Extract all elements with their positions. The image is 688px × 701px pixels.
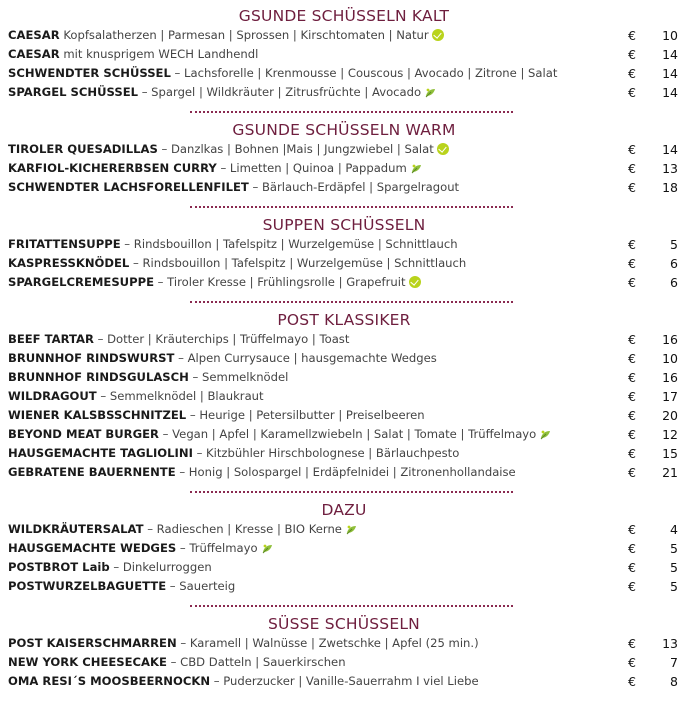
menu-item [0,463,688,482]
item-description: – Radieschen | Kresse | BIO Kerne [143,522,342,536]
item-description: – Karamell | Walnüsse | Zwetschke | Apfel (25 min.) [176,636,479,650]
item-name: KARFIOL-KICHERERBSEN CURRY [8,161,217,175]
item-description: – Puderzucker | Vanille-Sauerrahm I viel Liebe [210,674,479,688]
item-price: 14 [662,66,678,81]
item-price: 12 [662,427,678,442]
menu-item [0,368,688,387]
item-text [8,349,437,368]
item-price: 21 [662,465,678,480]
menu-item [0,273,688,292]
item-price: 20 [662,408,678,423]
currency-symbol: € [628,674,636,689]
item-price: 10 [662,351,678,366]
menu-item [0,159,688,178]
menu-item [0,672,688,691]
section-title: SÜSSE SCHÜSSELN [268,615,420,633]
vegan-icon [409,276,421,288]
item-name: KASPRESSKNÖDEL [8,256,130,270]
currency-symbol: € [628,142,636,157]
item-text [8,159,423,178]
section-title: GSUNDE SCHÜSSELN WARM [232,121,456,139]
vegan-icon [432,29,444,41]
item-description: – Heurige | Petersilbutter | Preiselbeeren [186,408,425,422]
dotted-line [190,605,513,607]
item-description: – Danzlkas | Bohnen |Mais | Jungzwiebel | Salat [157,142,434,156]
item-name: BRUNNHOF RINDSGULASCH [8,370,189,384]
item-price: 6 [670,275,678,290]
item-text [8,368,288,387]
item-description: – Semmelknödel [188,370,289,384]
item-price: 5 [670,237,678,252]
dotted-line [190,491,513,493]
item-name: POST KAISERSCHMARREN [8,636,177,650]
currency-symbol: € [628,655,636,670]
item-name: WIENER KALSBSSCHNITZEL [8,408,187,422]
item-name: SCHWENDTER SCHÜSSEL [8,66,171,80]
item-price: 5 [670,541,678,556]
item-name: HAUSGEMACHTE WEDGES [8,541,177,555]
item-price: 8 [670,674,678,689]
vegan-icon [437,143,449,155]
item-price: 5 [670,560,678,575]
menu-item [0,45,688,64]
item-price: 16 [662,370,678,385]
item-description: – Rindsbouillon | Tafelspitz | Wurzelgemüse | Schnittlauch [120,237,458,251]
section-title: POST KLASSIKER [277,311,411,329]
item-price: 14 [662,142,678,157]
dotted-line [190,301,513,303]
currency-symbol: € [628,408,636,423]
item-description: – Dinkelurroggen [109,560,212,574]
menu-item [0,330,688,349]
item-name: NEW YORK CHEESECAKE [8,655,167,669]
menu-item [0,83,688,102]
item-description: mit knusprigem WECH Landhendl [59,47,259,61]
item-text [8,406,425,425]
currency-symbol: € [628,351,636,366]
item-description: – Tiroler Kresse | Frühlingsrolle | Grapefruit [154,275,406,289]
currency-symbol: € [628,465,636,480]
item-name: SPARGEL SCHÜSSEL [8,85,139,99]
currency-symbol: € [628,256,636,271]
item-text [8,444,459,463]
menu-item [0,178,688,197]
item-text [8,330,349,349]
item-text [8,140,449,159]
item-text [8,273,421,292]
item-description: – Alpen Currysauce | hausgemachte Wedges [174,351,437,365]
menu-item [0,387,688,406]
dotted-line [190,206,513,208]
item-price: 6 [670,256,678,271]
item-name: OMA RESI´S MOOSBEERNOCKN [8,674,211,688]
item-price: 17 [662,389,678,404]
item-description: – Sauerteig [166,579,236,593]
item-text [8,520,358,539]
item-name: BRUNNHOF RINDSWURST [8,351,175,365]
item-name: SPARGELCREMESUPPE [8,275,154,289]
item-text [8,577,235,596]
item-text [8,463,516,482]
item-description: – Lachsforelle | Krenmousse | Couscous | Avocado | Zitrone | Salat [170,66,558,80]
menu-item [0,634,688,653]
currency-symbol: € [628,560,636,575]
currency-symbol: € [628,161,636,176]
currency-symbol: € [628,180,636,195]
menu-item [0,26,688,45]
item-price: 4 [670,522,678,537]
menu-item [0,577,688,596]
menu-item [0,425,688,444]
item-description: – Semmelknödel | Blaukraut [96,389,264,403]
item-description: – Bärlauch-Erdäpfel | Spargelragout [248,180,460,194]
menu-item [0,140,688,159]
menu-item [0,539,688,558]
currency-symbol: € [628,446,636,461]
item-text [8,558,212,577]
section-divider [0,292,688,311]
menu-item [0,653,688,672]
item-name: WILDRAGOUT [8,389,97,403]
menu-item [0,235,688,254]
item-name: BEEF TARTAR [8,332,94,346]
item-description: – Kitzbühler Hirschbolognese | Bärlauchpesto [192,446,460,460]
currency-symbol: € [628,66,636,81]
item-name: BEYOND MEAT BURGER [8,427,159,441]
currency-symbol: € [628,522,636,537]
currency-symbol: € [628,389,636,404]
item-name: HAUSGEMACHTE TAGLIOLINI [8,446,193,460]
item-name: FRITATTENSUPPE [8,237,121,251]
section-divider [0,596,688,615]
item-name: TIROLER QUESADILLAS [8,142,158,156]
currency-symbol: € [628,541,636,556]
vegetarian-icon [410,162,423,174]
item-description: – CBD Datteln | Sauerkirschen [166,655,346,669]
item-text [8,634,479,653]
item-text [8,254,466,273]
item-text [8,83,437,102]
section-divider [0,197,688,216]
item-text [8,653,346,672]
menu-item [0,349,688,368]
vegetarian-icon [345,523,358,535]
vegetarian-icon [539,428,552,440]
item-price: 7 [670,655,678,670]
item-name: SCHWENDTER LACHSFORELLENFILET [8,180,249,194]
item-description: – Honig | Solospargel | Erdäpfelnidei | Zitronenhollandaise [175,465,516,479]
menu-item [0,444,688,463]
currency-symbol: € [628,28,636,43]
menu-item [0,520,688,539]
currency-symbol: € [628,275,636,290]
section-divider [0,102,688,121]
item-name: POSTWURZELBAGUETTE [8,579,167,593]
item-price: 14 [662,47,678,62]
item-price: 16 [662,332,678,347]
item-name: CAESAR [8,28,60,42]
item-description: – Spargel | Wildkräuter | Zitrusfrüchte | Avocado [138,85,422,99]
currency-symbol: € [628,332,636,347]
currency-symbol: € [628,636,636,651]
item-name: POSTBROT Laib [8,560,110,574]
item-description: – Trüffelmayo [176,541,258,555]
currency-symbol: € [628,427,636,442]
item-price: 13 [662,636,678,651]
item-text [8,539,274,558]
currency-symbol: € [628,85,636,100]
item-text [8,672,479,691]
section-divider [0,482,688,501]
item-description: – Limetten | Quinoa | Pappadum [216,161,407,175]
currency-symbol: € [628,47,636,62]
section-title: DAZU [321,501,367,519]
item-description: – Dotter | Kräuterchips | Trüffelmayo | Toast [93,332,350,346]
item-text [8,425,552,444]
currency-symbol: € [628,237,636,252]
section-title: SUPPEN SCHÜSSELN [262,216,426,234]
item-text [8,45,258,64]
item-name: GEBRATENE BAUERNENTE [8,465,176,479]
item-price: 18 [662,180,678,195]
item-name: WILDKRÄUTERSALAT [8,522,144,536]
vegetarian-icon [261,542,274,554]
item-description: – Vegan | Apfel | Karamellzwiebeln | Salat | Tomate | Trüffelmayo [158,427,537,441]
menu-item [0,64,688,83]
section-title: GSUNDE SCHÜSSELN KALT [238,7,450,25]
item-text [8,64,557,83]
dotted-line [190,111,513,113]
item-text [8,235,458,254]
menu-item [0,254,688,273]
vegetarian-icon [424,86,437,98]
item-price: 10 [662,28,678,43]
item-text [8,178,459,197]
item-price: 15 [662,446,678,461]
menu-item [0,558,688,577]
item-description: – Rindsbouillon | Tafelspitz | Wurzelgemüse | Schnittlauch [129,256,467,270]
currency-symbol: € [628,579,636,594]
item-name: CAESAR [8,47,60,61]
item-text [8,387,264,406]
item-text [8,26,444,45]
item-price: 13 [662,161,678,176]
currency-symbol: € [628,370,636,385]
menu-item [0,406,688,425]
item-description: Kopfsalatherzen | Parmesan | Sprossen | Kirschtomaten | Natur [59,28,429,42]
item-price: 5 [670,579,678,594]
item-price: 14 [662,85,678,100]
